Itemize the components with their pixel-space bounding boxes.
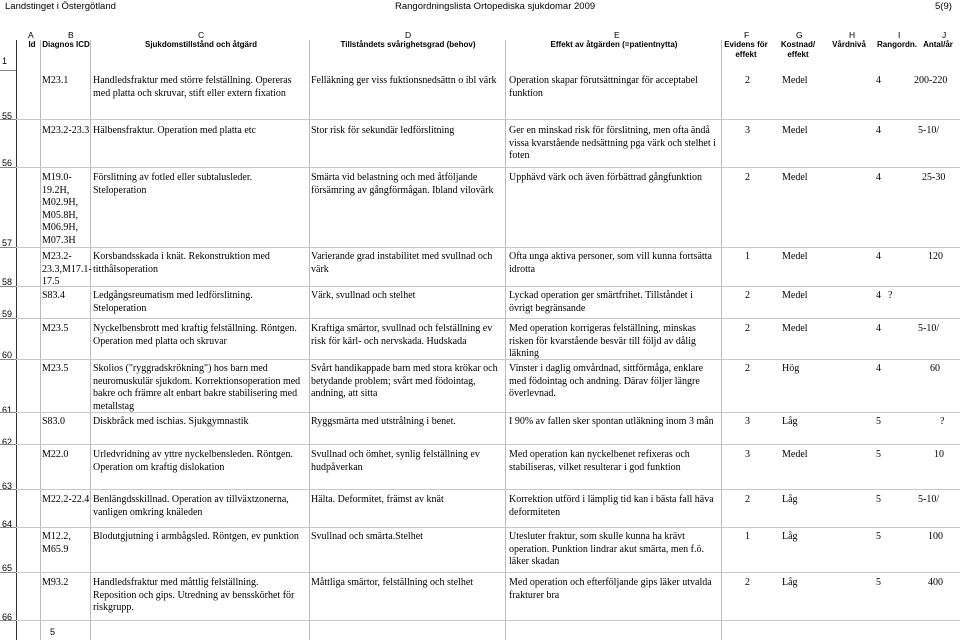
cell-rangordn: 4 (876, 323, 881, 334)
row-separator (16, 489, 960, 490)
cell-effekt: I 90% av fallen sker spontan utläkning inom 3 mån (509, 416, 714, 427)
row-number: 58 (2, 277, 13, 287)
cell-kostnad: Låg (782, 416, 798, 427)
cell-evidens: 2 (745, 363, 750, 374)
header-page-number: 5(9) (935, 1, 952, 12)
grid-line (40, 40, 41, 640)
cell-rangordn: 4 (876, 125, 881, 136)
cell-effekt: Upphävd värk och även förbättrad gångfunktion (509, 172, 702, 183)
column-letter: D (405, 30, 412, 40)
cell-effekt: Vinster i daglig omvårdnad, sittförmåga, enklare med födointag och andning. Därav följer längre överlevnad. (509, 363, 704, 399)
row-separator (0, 286, 16, 287)
cell-evidens: 3 (745, 416, 750, 427)
cell-rangordn: 5 (876, 494, 881, 505)
cell-antal: ? (940, 416, 945, 427)
header-diagnos: Diagnos ICD (42, 40, 90, 49)
cell-kostnad: Låg (782, 531, 798, 542)
cell-antal: ? (888, 290, 893, 301)
cell-evidens: 2 (745, 75, 750, 86)
cell-rangordn: 4 (876, 290, 881, 301)
cell-svarighet: Ryggsmärta med utstrålning i benet. (311, 416, 456, 427)
row-number: 62 (2, 437, 13, 447)
cell-kostnad: Medel (782, 449, 808, 460)
column-letter: H (849, 30, 856, 40)
row-number: 63 (2, 481, 13, 491)
cell-antal: 10 (934, 449, 944, 460)
cell-sjukdom: Hälbensfraktur. Operation med platta etc (93, 125, 256, 136)
cell-svarighet: Måttliga smärtor, felställning och stelhet (311, 577, 474, 588)
column-letter: E (614, 30, 620, 40)
cell-effekt: Med operation och efterföljande gips läker utvalda frakturer bra (509, 577, 712, 601)
cell-svarighet: Stor risk för sekundär ledförslitning (311, 125, 455, 136)
cell-svarighet: Värk, svullnad och stelhet (311, 290, 416, 301)
row-separator (0, 620, 16, 621)
row-number: 59 (2, 309, 13, 319)
header-organization: Landstinget i Östergötland (5, 1, 116, 12)
cell-effekt: Utesluter fraktur, som skulle kunna ha krävt operation. Punktion lindrar akut smärta, men f.ö. läker skadan (509, 531, 704, 567)
cell-rangordn: 4 (876, 172, 881, 183)
cell-svarighet: Varierande grad instabilitet med svullnad och värk (311, 251, 493, 275)
row-separator (16, 572, 960, 573)
cell-evidens: 1 (745, 251, 750, 262)
cell-rangordn: 4 (876, 75, 881, 86)
row-separator (0, 489, 16, 490)
grid-line (16, 40, 17, 640)
cell-antal: 100 (928, 531, 943, 542)
cell-diagnos: M12.2, M65.9 (42, 531, 71, 555)
header-svarighet: Tillståndets svårighetsgrad (behov) (340, 40, 476, 49)
row-number: 57 (2, 238, 13, 248)
header-id: Id (28, 40, 36, 49)
cell-kostnad: Medel (782, 75, 808, 86)
cell-diagnos: M19.0-19.2H, M02.9H, M05.8H, M06.9H, M07.3H (42, 172, 79, 246)
header-evidens: Evidens för effekt (724, 40, 768, 59)
cell-svarighet: Smärta vid belastning och med åtföljande försämring av gångförmågan. Ibland vilovärk (311, 172, 494, 196)
cell-rangordn: 4 (876, 251, 881, 262)
cell-effekt: Lyckad operation ger smärtfrihet. Tillståndet i övrigt begränsande (509, 290, 693, 314)
cell-svarighet: Felläkning ger viss fuktionsnedsättn o ibl värk (311, 75, 497, 86)
cell-kostnad: Låg (782, 577, 798, 588)
cell-diagnos: M23.5 (42, 323, 69, 334)
cell-evidens: 3 (745, 449, 750, 460)
row-number: 61 (2, 405, 13, 415)
row-separator (0, 572, 16, 573)
cell-diagnos: M22.2-22.4 (42, 494, 90, 505)
column-letter: B (68, 30, 74, 40)
row-separator (0, 444, 16, 445)
row-separator (16, 359, 960, 360)
cell-svarighet: Hälta. Deformitet, främst av knät (311, 494, 444, 505)
row-separator (0, 412, 16, 413)
cell-effekt: Korrektion utförd i lämplig tid kan i bästa fall häva deformiteten (509, 494, 714, 518)
header-vardniva: Vårdnivå (832, 40, 866, 49)
column-letter: J (942, 30, 947, 40)
cell-sjukdom: Urledvridning av yttre nyckelbensleden. Röntgen. Operation om kraftig dislokation (93, 449, 293, 473)
cell-antal: 120 (928, 251, 943, 262)
cell-diagnos: M23.2-23.3,M17.1-17.5 (42, 251, 92, 287)
cell-diagnos: S83.0 (42, 416, 66, 427)
cell-rangordn: 5 (876, 577, 881, 588)
cell-antal: 60 (930, 363, 940, 374)
row-separator (16, 286, 960, 287)
column-letter: A (28, 30, 34, 40)
cell-rangordn: 4 (876, 363, 881, 374)
cell-sjukdom: Blodutgjutning i armbågsled. Röntgen, ev punktion (93, 531, 299, 542)
column-letter: G (796, 30, 803, 40)
cell-svarighet: Svullnad och ömhet, synlig felställning ev hudpåverkan (311, 449, 480, 473)
cell-kostnad: Medel (782, 172, 808, 183)
cell-sjukdom: Diskbråck med ischias. Sjukgymnastik (93, 416, 249, 427)
row-number: 56 (2, 158, 13, 168)
row-separator (16, 444, 960, 445)
cell-kostnad: Medel (782, 125, 808, 136)
cell-antal: 5-10/ (918, 125, 940, 136)
cell-sjukdom: Handledsfraktur med större felställning. Opereras med platta och skruvar, stift eller extern fixation (93, 75, 292, 99)
header-effekt: Effekt av åtgärden (=patientnytta) (550, 40, 678, 49)
column-headers (0, 40, 960, 62)
header-title: Rangordningslista Ortopediska sjukdomar 2009 (395, 1, 596, 12)
cell-kostnad: Medel (782, 251, 808, 262)
header-sjukdom: Sjukdomstillstånd och åtgärd (144, 40, 257, 49)
cell-evidens: 2 (745, 290, 750, 301)
grid-line (90, 40, 91, 640)
cell-effekt: Med operation korrigeras felställning, minskas risken för kvarstående besvär till följd av dålig läkning (509, 323, 696, 359)
cell-diagnos: M93.2 (42, 577, 69, 588)
cell-evidens: 2 (745, 323, 750, 334)
cell-kostnad: Hög (782, 363, 800, 374)
cell-effekt: Ofta unga aktiva personer, som vill kunna fortsätta idrotta (509, 251, 712, 275)
cell-evidens: 2 (745, 172, 750, 183)
row-separator (16, 620, 960, 621)
row-number: 66 (2, 612, 13, 622)
row-separator (16, 527, 960, 528)
cell-effekt: Operation skapar förutsättningar för acceptabel funktion (509, 75, 698, 99)
cell-evidens: 1 (745, 531, 750, 542)
row-separator (0, 247, 16, 248)
cell-kostnad: Medel (782, 323, 808, 334)
column-letter: I (898, 30, 901, 40)
row-number: 60 (2, 350, 13, 360)
cell-sjukdom: Nyckelbensbrott med kraftig felställning. Röntgen. Operation med platta och skruvar (93, 323, 297, 347)
cell-sjukdom: Skolios ("ryggradskrökning") hos barn med neuromuskulär sjukdom. Korrektionsoperation med bakre och främre alt enbart bakre stabilisering med metallstag (93, 363, 301, 412)
cell-sjukdom: Ledgångsreumatism med ledförslitning. Steloperation (93, 290, 253, 314)
row-number: 55 (2, 111, 13, 121)
column-letter: C (198, 30, 205, 40)
cell-antal: 5-10/ (918, 494, 940, 505)
cell-antal: 5-10/ (918, 323, 940, 334)
row-separator (0, 119, 16, 120)
row-separator (0, 527, 16, 528)
row-separator (16, 247, 960, 248)
cell-effekt: Med operation kan nyckelbenet refixeras och stabiliseras, vilket resulterar i god funktion (509, 449, 690, 473)
row-separator (0, 359, 16, 360)
row-separator (16, 119, 960, 120)
cell-evidens: 2 (745, 577, 750, 588)
cell-kostnad: Medel (782, 290, 808, 301)
cell-diagnos: M23.5 (42, 363, 69, 374)
row-separator (0, 167, 16, 168)
cell-sjukdom: Handledsfraktur med måttlig felställning. Reposition och gips. Utredning av bensskörhet för riskgrupp. (93, 577, 295, 613)
cell-sjukdom: Förslitning av fotled eller subtalusleder. Steloperation (93, 172, 253, 196)
row-number: 64 (2, 519, 13, 529)
cell-antal: 400 (928, 577, 943, 588)
cell-effekt: Ger en minskad risk för förslitning, men ofta ändå vissa kvarstående nedsättning pga värk och stelhet i foten (509, 125, 716, 161)
cell-diagnos: M23.2-23.3 (42, 125, 90, 136)
row-number: 1 (2, 56, 8, 66)
row-separator (16, 318, 960, 319)
cell-antal: 200-220 (914, 75, 948, 86)
grid-line (505, 40, 506, 640)
cell-rangordn: 5 (876, 449, 881, 460)
header-antal: Antal/år (923, 40, 953, 49)
column-letters (0, 30, 960, 40)
header-rangordn: Rangordn. (877, 40, 917, 49)
cell-diagnos: M22.0 (42, 449, 69, 460)
cell-sjukdom: Benlängdsskillnad. Operation av tillväxtzonerna, vanligen omkring knäleden (93, 494, 289, 518)
cell-diagnos: S83.4 (42, 290, 66, 301)
cell-svarighet: Kraftiga smärtor, svullnad och felställning ev risk för kärl- och nervskada. Hudskada (311, 323, 493, 347)
cell-svarighet: Svårt handikappade barn med stora krökar och betydande problem; svårt med födointag, andning, att sitta (311, 363, 498, 399)
row-separator (16, 167, 960, 168)
row-separator (0, 70, 16, 71)
cell-rangordn: 5 (876, 531, 881, 542)
cell-kostnad: Låg (782, 494, 798, 505)
bottom-marker: 5 (50, 627, 56, 637)
column-letter: F (744, 30, 750, 40)
page-header (0, 0, 960, 14)
cell-sjukdom: Korsbandsskada i knät. Rekonstruktion med titthålsoperation (93, 251, 270, 275)
cell-evidens: 3 (745, 125, 750, 136)
header-kostnad: Kostnad/ effekt (780, 40, 816, 59)
cell-antal: 25-30 (922, 172, 946, 183)
cell-evidens: 2 (745, 494, 750, 505)
cell-rangordn: 5 (876, 416, 881, 427)
cell-diagnos: M23.1 (42, 75, 69, 86)
row-separator (0, 318, 16, 319)
row-number: 65 (2, 563, 13, 573)
cell-svarighet: Svullnad och smärta.Stelhet (311, 531, 423, 542)
